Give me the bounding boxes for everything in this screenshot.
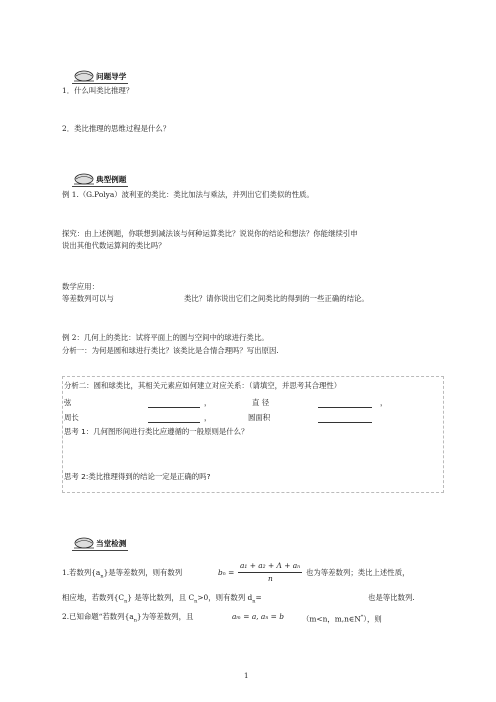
formula-bn: bₙ = xyxy=(218,568,235,577)
section-header-examples xyxy=(72,171,126,185)
comma: ， xyxy=(380,398,388,407)
section-underline xyxy=(72,83,128,84)
explore-line-2: 说出其他代数运算间的类比吗？ xyxy=(62,241,166,250)
mouse-icon xyxy=(72,171,94,185)
think-1: 思考 1：几何图形间进行类比应遵循的一般原则是什么？ xyxy=(64,427,249,436)
example-1: 例 1.（G.Polya）波利亚的类比：类比加法与乘法，并列出它们类似的性质。 xyxy=(62,190,314,199)
section-header-test xyxy=(72,535,126,549)
mouse-icon xyxy=(72,535,94,549)
test-1-line: 1.若数列$\{a_n\}$是等差数列，则有数列 xyxy=(62,568,183,580)
blank-chord xyxy=(148,407,200,408)
comma: ， xyxy=(204,398,212,407)
question-2: 2．类比推理的思维过程是什么？ xyxy=(62,124,171,133)
think-2: 思考 2:类比推理得到的结论一定是正确的吗? xyxy=(64,472,211,481)
mouse-icon xyxy=(72,68,94,82)
label-diameter: 直 径 xyxy=(252,398,270,407)
test-2-line: 2.已知命题“若数列$\{a_n\}$为等差数列，且 xyxy=(62,612,194,624)
arith-seq-b: 类比？请你说出它们之间类比的得到的一些正确的结论。 xyxy=(184,294,369,303)
blank-perimeter xyxy=(148,422,200,423)
section-title: 问题导学 xyxy=(96,72,127,81)
page-number: 1 xyxy=(244,672,249,680)
formula-denominator: n xyxy=(268,574,273,583)
label-area: 圆面积 xyxy=(248,413,271,422)
section-title: 当堂检测 xyxy=(96,539,127,548)
label-chord: 弦 xyxy=(64,398,72,407)
test-2-tail: （m<n，m,n∈N*），则 xyxy=(302,614,382,624)
section-underline xyxy=(72,186,128,187)
formula-numerator: a₁ + a₂ + Λ + aₙ xyxy=(240,561,301,570)
question-1: 1．什么叫类比推理？ xyxy=(62,86,134,95)
analysis-2: 分析二：圆和球类比，其相关元素应如何建立对应关系：（请填空，并思考其合理性） xyxy=(64,381,342,390)
math-application: 数学应用： xyxy=(62,282,99,291)
section-underline xyxy=(72,550,128,551)
label-perimeter: 周长 xyxy=(64,413,79,422)
test-1-line-2: 相应地，若数列$\{C_n\}$ 是等比数列，且 $C_n>0$，则有数列 $d_n=$ xyxy=(62,593,262,605)
section-title: 典型例题 xyxy=(96,175,127,184)
formula-am-an: aₘ = a, aₙ = b xyxy=(232,612,284,621)
explore-line-1: 探究：由上述例题，你联想到减法该与何种运算类比？说说你的结论和想法？你能继续引申 xyxy=(62,229,358,238)
blank-area xyxy=(318,422,372,423)
analysis-1: 分析一：为何是圆和球进行类比？该类比是合情合理吗？写出原因. xyxy=(62,346,279,355)
comma: ， xyxy=(204,413,212,422)
example-2: 例 2：几何上的类比：试将平面上的圆与空间中的球进行类比。 xyxy=(62,333,269,342)
blank-diameter xyxy=(318,407,372,408)
test-1-line-2-tail: 也是等比数列. xyxy=(368,593,415,602)
arith-seq-a: 等差数列可以与 xyxy=(62,294,114,303)
fraction-bar xyxy=(238,572,302,573)
section-header-guide xyxy=(72,68,126,82)
test-1-tail: 也为等差数列；类比上述性质， xyxy=(306,568,410,577)
